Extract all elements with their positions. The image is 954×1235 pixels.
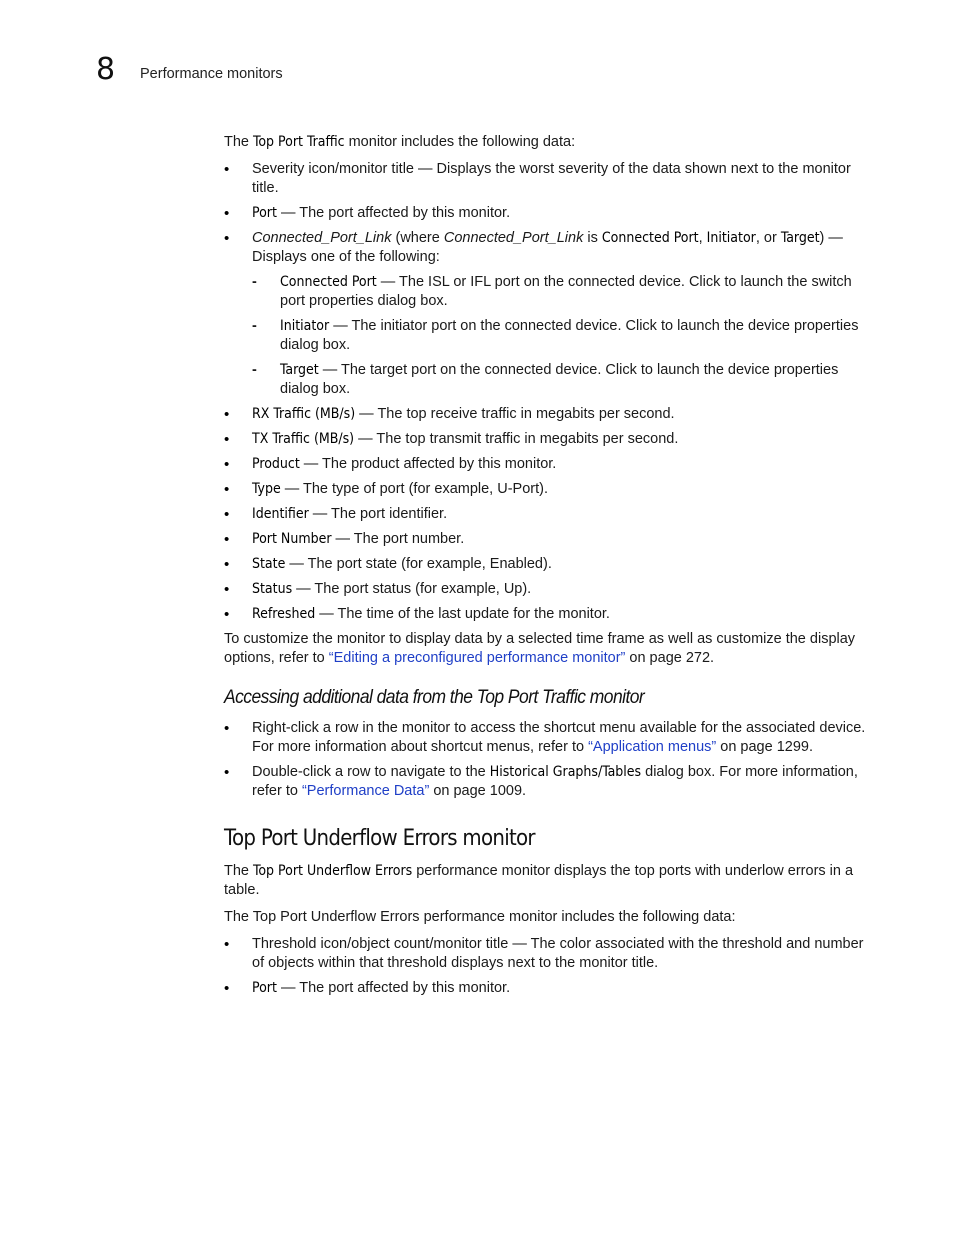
accessing-data-list: [224, 719, 872, 801]
list-item-status: • Status — The port status (for example, Up).: [224, 580, 872, 599]
list-item-threshold: • Threshold icon/object count/monitor title — The color associated with the threshold and number of objects within that threshold displays next to the monitor title.: [224, 935, 872, 973]
list-item-rx-traffic: • RX Traffic (MB/s) — The top receive traffic in megabits per second.: [224, 405, 872, 424]
list-item-underflow-port: • Port — The port affected by this monitor.: [224, 979, 872, 998]
list-item-state: • State — The port state (for example, Enabled).: [224, 555, 872, 574]
page-content: [224, 133, 872, 1004]
editing-monitor-link[interactable]: “Editing a preconfigured performance monitor”: [328, 650, 626, 666]
monitor-name: Top Port Traffic: [253, 134, 345, 150]
list-item-double-click: • Double-click a row to navigate to the Historical Graphs/Tables dialog box. For more information, refer to “Performance Data” on page 1009.: [224, 763, 872, 801]
section-heading-accessing-data: Accessing additional data from the Top Port Traffic monitor: [224, 687, 645, 708]
connected-port-link-sublist: [252, 273, 872, 399]
list-item-identifier: • Identifier — The port identifier.: [224, 505, 872, 524]
list-item-right-click: • Right-click a row in the monitor to access the shortcut menu available for the associated device. For more information about shortcut menus, refer to “Application menus” on page 1299.: [224, 719, 872, 757]
application-menus-link[interactable]: “Application menus”: [588, 739, 717, 755]
underflow-intro2-paragraph: The Top Port Underflow Errors performance monitor includes the following data:: [224, 909, 736, 925]
list-item-refreshed: • Refreshed — The time of the last update for the monitor.: [224, 605, 872, 624]
list-item-port-number: • Port Number — The port number.: [224, 530, 872, 549]
intro-paragraph: The Top Port Traffic monitor includes the following data:: [224, 134, 576, 150]
list-item-severity: • Severity icon/monitor title — Displays the worst severity of the data shown next to the monitor title.: [224, 160, 872, 198]
list-item-product: • Product — The product affected by this monitor.: [224, 455, 872, 474]
list-item-connected-port-link: • Connected_Port_Link (where Connected_Port_Link is Connected Port, Initiator, or Target) — Displays one of the following: - Connected Port — The ISL or IFL port on the connected device. Click to launch the switch port properties dialog box. - Initiator — The initiator port on the connected device. Click to launch the device properties dialog box. - Target — The target port on the connected device. Click to launch the device properties dialog box.: [224, 229, 872, 399]
section-heading-underflow-errors: Top Port Underflow Errors monitor: [224, 826, 535, 851]
list-item-port: • Port — The port affected by this monitor.: [224, 204, 872, 223]
sublist-item-connected-port: - Connected Port — The ISL or IFL port on the connected device. Click to launch the switch port properties dialog box.: [252, 273, 872, 311]
data-list: [224, 160, 872, 624]
chapter-title: Performance monitors: [140, 66, 283, 82]
underflow-intro-paragraph: The Top Port Underflow Errors performance monitor displays the top ports with underlow errors in a table.: [224, 863, 854, 898]
chapter-number: 8: [96, 52, 116, 87]
underflow-data-list: [224, 935, 872, 998]
list-item-tx-traffic: • TX Traffic (MB/s) — The top transmit traffic in megabits per second.: [224, 430, 872, 449]
sublist-item-initiator: - Initiator — The initiator port on the connected device. Click to launch the device properties dialog box.: [252, 317, 872, 355]
performance-data-link[interactable]: “Performance Data”: [301, 783, 430, 799]
sublist-item-target: - Target — The target port on the connected device. Click to launch the device properties dialog box.: [252, 361, 872, 399]
list-item-type: • Type — The type of port (for example, U-Port).: [224, 480, 872, 499]
customize-paragraph: To customize the monitor to display data by a selected time frame as well as customize the display options, refer to “Editing a preconfigured performance monitor” on page 272.: [224, 631, 856, 666]
